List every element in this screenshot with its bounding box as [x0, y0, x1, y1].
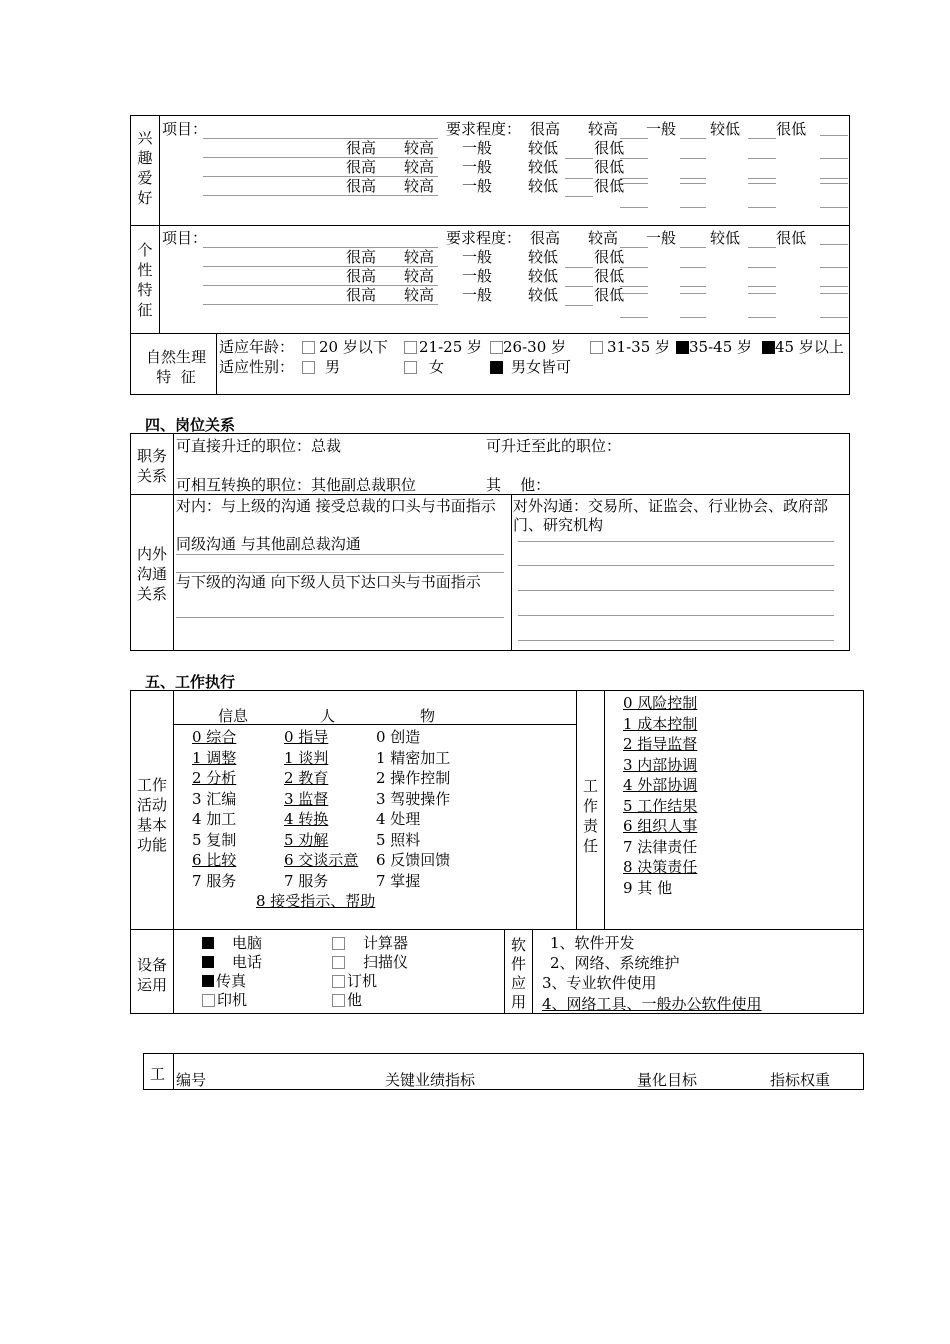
- header-people: 人: [320, 707, 336, 725]
- soft-label: 软 件 应 用: [510, 936, 526, 1011]
- equipment-checkbox[interactable]: [332, 994, 345, 1007]
- section-4-title: 四、岗位关系: [145, 416, 236, 434]
- equipment-checkbox[interactable]: [202, 994, 215, 1007]
- responsibility-item: 4 外部协调: [623, 776, 698, 794]
- personality-req-label: 要求程度：: [446, 229, 522, 247]
- people-function-item: 5 劝解: [284, 830, 329, 849]
- equipment-checkbox[interactable]: [332, 937, 345, 950]
- comm-label: 内外 沟通 关系: [136, 545, 167, 603]
- equip-label: 设备 运用: [136, 956, 167, 994]
- extra-function: 8 接受指示、帮助: [256, 892, 376, 910]
- kpi-header-target: 量化目标: [637, 1071, 698, 1089]
- equipment-checkbox[interactable]: [202, 937, 214, 949]
- responsibility-item: 9 其 他: [623, 878, 673, 897]
- equipment-label: 计算器: [363, 934, 409, 952]
- personality-label: 个 性 特 征: [137, 241, 153, 319]
- kpi-label: 工: [150, 1065, 166, 1083]
- interest-levels-row2: 很高 较高 一般 较低 很低: [346, 158, 625, 176]
- age-option-0[interactable]: 20 岁以下: [302, 338, 388, 356]
- outer-comm: 对外沟通：交易所、证监会、行业协会、政府部门、研究机构: [513, 497, 829, 534]
- info-function-item: 1 调整: [192, 748, 237, 767]
- interest-req-label: 要求程度：: [446, 120, 522, 138]
- info-function-item: 3 汇编: [192, 789, 237, 808]
- header-things: 物: [420, 707, 436, 725]
- swap-positions: 可相互转换的职位：其他副总裁职位: [176, 476, 417, 494]
- gender-checkbox[interactable]: [490, 361, 503, 374]
- people-function-item: 4 转换: [284, 810, 329, 828]
- soft-item-0: 1、软件开发: [550, 934, 635, 952]
- info-function-item: 5 复制: [192, 830, 237, 849]
- physio-label: 自然生理 特 征: [145, 348, 206, 386]
- equipment-item[interactable]: [332, 934, 408, 952]
- gender-checkbox[interactable]: [404, 361, 417, 374]
- kpi-table: [143, 1053, 864, 1090]
- things-function-item: 6 反馈回馈: [376, 851, 451, 869]
- age-checkbox[interactable]: [490, 341, 503, 354]
- age-option-2[interactable]: 26-30 岁: [490, 338, 566, 356]
- responsibility-item: 8 决策责任: [623, 858, 698, 876]
- equipment-checkbox[interactable]: [332, 975, 345, 988]
- people-function-item: 1 谈判: [284, 748, 329, 767]
- interest-item-label: 项目：: [162, 120, 208, 138]
- people-function-item: 6 交谈示意: [284, 851, 359, 869]
- inner-peer: 同级沟通 与其他副总裁沟通: [176, 535, 361, 553]
- personality-levels-row1: 很高 较高 一般 较低 很低: [346, 248, 625, 266]
- equipment-item[interactable]: [332, 953, 408, 971]
- equipment-label: 印机: [217, 991, 248, 1009]
- things-function-item: 0 创造: [376, 728, 421, 746]
- header-info: 信息: [218, 707, 249, 725]
- info-function-item: 6 比较: [192, 851, 237, 869]
- info-function-item: 2 分析: [192, 769, 237, 787]
- gender-checkbox[interactable]: [302, 361, 315, 374]
- equipment-label: 他: [347, 991, 363, 1009]
- people-function-item: 3 监督: [284, 789, 329, 808]
- kpi-header-kpi: 关键业绩指标: [385, 1071, 476, 1089]
- personality-levels-row0: 很高 较高 一般 较低 很低: [530, 229, 807, 247]
- kpi-header-id: 编号: [176, 1071, 207, 1089]
- gender-option-2[interactable]: 男女皆可: [490, 358, 571, 376]
- responsibility-item: 1 成本控制: [623, 714, 698, 733]
- age-checkbox[interactable]: [404, 341, 417, 354]
- age-option-5[interactable]: 45 岁以上: [762, 338, 844, 356]
- age-option-4[interactable]: 35-45 岁: [676, 338, 752, 356]
- equipment-label: 扫描仪: [363, 953, 409, 971]
- info-function-item: 7 服务: [192, 871, 237, 890]
- other-positions: 其 他：: [486, 476, 551, 494]
- duty-label: 职务 关系: [136, 447, 167, 485]
- responsibility-item: 2 指导监督: [623, 735, 698, 753]
- equipment-label: 订机: [347, 972, 378, 990]
- interest-label: 兴 趣 爱 好: [137, 129, 153, 207]
- equipment-item[interactable]: [202, 972, 246, 990]
- inner-up: 对内：与上级的沟通 接受总裁的口头与书面指示: [176, 497, 496, 515]
- age-checkbox[interactable]: [676, 341, 689, 354]
- inner-down: 与下级的沟通 向下级人员下达口头与书面指示: [176, 573, 481, 591]
- info-function-item: 0 综合: [192, 728, 237, 746]
- things-function-item: 5 照料: [376, 830, 421, 849]
- responsibility-item: 5 工作结果: [623, 796, 698, 815]
- gender-label: 适应性别：: [219, 358, 295, 376]
- section-5-title: 五、工作执行: [145, 673, 236, 691]
- age-option-3[interactable]: 31-35 岁: [590, 338, 670, 356]
- func-label: 工作 活动 基本 功能: [136, 776, 167, 854]
- responsibility-item: 3 内部协调: [623, 755, 698, 774]
- promote-to: 可直接升迁的职位：总裁: [176, 437, 342, 455]
- promote-from: 可升迁至此的职位：: [486, 437, 622, 455]
- equipment-label: 电话: [232, 953, 263, 971]
- personality-item-label: 项目：: [162, 229, 208, 247]
- responsibility-item: 7 法律责任: [623, 837, 698, 856]
- gender-option-1[interactable]: 女: [404, 358, 444, 376]
- personality-levels-row3: 很高 较高 一般 较低 很低: [346, 286, 625, 304]
- age-checkbox[interactable]: [302, 341, 315, 354]
- equipment-item[interactable]: [332, 972, 377, 990]
- things-function-item: 2 操作控制: [376, 769, 451, 787]
- people-function-item: 2 教育: [284, 769, 329, 787]
- soft-item-3: 4、网络工具、一般办公软件使用: [542, 995, 762, 1013]
- soft-item-2: 3、专业软件使用: [542, 974, 657, 992]
- equipment-checkbox[interactable]: [202, 975, 214, 987]
- kpi-header-weight: 指标权重: [770, 1071, 831, 1089]
- age-checkbox[interactable]: [590, 341, 603, 354]
- equipment-checkbox[interactable]: [332, 956, 345, 969]
- people-function-item: 7 服务: [284, 871, 329, 890]
- personality-levels-row2: 很高 较高 一般 较低 很低: [346, 267, 625, 285]
- equipment-item[interactable]: [202, 953, 262, 971]
- responsibility-item: 0 风险控制: [623, 694, 698, 712]
- equipment-label: 电脑: [232, 934, 263, 952]
- things-function-item: 7 掌握: [376, 871, 421, 890]
- interest-levels-row3: 很高 较高 一般 较低 很低: [346, 177, 625, 195]
- people-function-item: 0 指导: [284, 728, 329, 746]
- age-label: 适应年龄：: [219, 338, 295, 356]
- things-function-item: 4 处理: [376, 810, 421, 828]
- age-checkbox[interactable]: [762, 341, 775, 354]
- soft-item-1: 2、网络、系统维护: [550, 954, 680, 972]
- interest-levels-row1: 很高 较高 一般 较低 很低: [346, 139, 625, 157]
- equipment-item[interactable]: [332, 991, 362, 1009]
- interest-levels-row0: 很高 较高 一般 较低 很低: [530, 120, 807, 138]
- equipment-label: 传真: [216, 972, 247, 990]
- resp-label: 工 作 责 任: [582, 777, 598, 855]
- equipment-checkbox[interactable]: [202, 956, 214, 968]
- things-function-item: 1 精密加工: [376, 748, 451, 767]
- things-function-item: 3 驾驶操作: [376, 789, 451, 808]
- info-function-item: 4 加工: [192, 810, 237, 828]
- equipment-item[interactable]: [202, 934, 262, 952]
- responsibility-item: 6 组织人事: [623, 817, 698, 835]
- equipment-item[interactable]: [202, 991, 247, 1009]
- gender-option-0[interactable]: 男: [302, 358, 340, 376]
- age-option-1[interactable]: 21-25 岁: [404, 338, 482, 356]
